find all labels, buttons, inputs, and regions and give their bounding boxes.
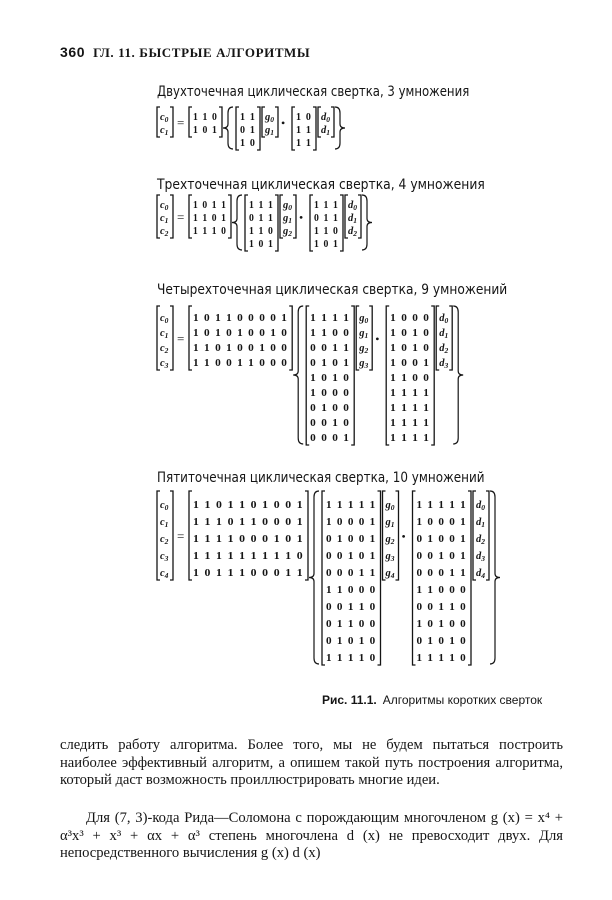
output-symbol: c0 bbox=[160, 313, 169, 325]
left-brace bbox=[223, 107, 233, 149]
matrix-row: 1 1 1 1 bbox=[390, 403, 431, 414]
matrix-row: 0 1 0 0 bbox=[310, 403, 351, 414]
matrix-row: 1 0 1 0 1 0 0 1 0 bbox=[193, 328, 289, 339]
matrix-row: 0 1 bbox=[240, 125, 256, 136]
matrix-row: 1 1 0 1 1 0 1 0 0 1 bbox=[193, 500, 304, 511]
g-symbol: g4 bbox=[385, 568, 395, 580]
matrix-right-bracket bbox=[257, 107, 260, 150]
matrix-row: 1 1 0 0 1 1 0 0 0 bbox=[193, 358, 289, 369]
output-vector-bracket-right bbox=[170, 107, 173, 137]
d-symbol: d1 bbox=[348, 213, 357, 225]
g-symbol: g1 bbox=[265, 125, 274, 137]
matrix-left-bracket bbox=[245, 195, 248, 251]
output-vector-bracket-right bbox=[170, 491, 173, 580]
g-vector-bracket-right bbox=[275, 107, 278, 137]
matrix-row: 0 0 1 0 1 bbox=[416, 551, 467, 562]
caption-text: Алгоритмы коротких сверток bbox=[382, 693, 543, 707]
matrix-row: 0 1 1 bbox=[249, 213, 274, 224]
equation-3 bbox=[157, 306, 463, 445]
g-vector-bracket-right bbox=[293, 195, 296, 238]
output-symbol: c3 bbox=[160, 358, 169, 370]
g-vector-bracket-right bbox=[396, 491, 399, 580]
g-symbol: g1 bbox=[385, 517, 395, 529]
matrix-row: 0 1 1 0 0 bbox=[326, 619, 377, 630]
matrix-row: 0 0 0 1 1 bbox=[326, 568, 377, 579]
matrix-row: 1 0 bbox=[296, 112, 312, 123]
matrix-right-bracket bbox=[313, 107, 316, 150]
section-title-2pt: Двухточечная циклическая свертка, 3 умножения bbox=[157, 84, 470, 100]
matrix-row: 1 1 bbox=[240, 112, 256, 123]
g-symbol: g2 bbox=[283, 226, 292, 238]
d-symbol: d2 bbox=[476, 534, 485, 546]
elementwise-product-dot: • bbox=[375, 332, 380, 346]
matrix-row: 0 1 0 0 1 bbox=[416, 534, 467, 545]
matrix-row: 1 1 0 1 0 0 1 0 0 bbox=[193, 343, 289, 354]
matrix-row: 1 1 0 1 bbox=[193, 213, 227, 224]
matrix-row: 1 1 1 1 1 bbox=[416, 500, 467, 511]
output-symbol: c3 bbox=[160, 551, 169, 563]
g-symbol: g0 bbox=[359, 313, 369, 325]
matrix-row: 1 0 0 0 1 bbox=[416, 517, 467, 528]
matrix-row: 0 1 1 bbox=[314, 213, 339, 224]
matrix-row: 0 0 1 1 0 bbox=[416, 602, 467, 613]
matrix-row: 1 1 0 bbox=[193, 112, 218, 123]
matrix-row: 0 1 0 1 bbox=[310, 358, 351, 369]
section-title-5pt: Пятиточечная циклическая свертка, 10 умножений bbox=[157, 470, 485, 486]
matrix-right-bracket bbox=[468, 491, 471, 665]
matrix-row: 1 0 1 0 0 bbox=[416, 619, 467, 630]
matrix-left-bracket bbox=[189, 491, 192, 580]
output-symbol: c0 bbox=[160, 200, 169, 212]
matrix-row: 0 0 0 1 bbox=[310, 433, 351, 444]
g-symbol: g2 bbox=[385, 534, 395, 546]
d-symbol: d3 bbox=[476, 551, 485, 563]
elementwise-product-dot: • bbox=[401, 529, 406, 544]
equals-sign: = bbox=[177, 209, 185, 225]
d-vector-bracket-right bbox=[486, 491, 489, 580]
matrix-row: 1 1 1 bbox=[249, 200, 274, 211]
matrix-row: 1 1 0 0 bbox=[310, 328, 351, 339]
matrix-right-bracket bbox=[378, 491, 381, 665]
output-symbol: c2 bbox=[160, 534, 169, 546]
equation-2 bbox=[157, 195, 372, 251]
d-symbol: d0 bbox=[348, 200, 357, 212]
matrix-row: 1 0 1 bbox=[249, 239, 274, 250]
d-symbol: d3 bbox=[439, 358, 449, 370]
matrix-row: 1 1 0 bbox=[249, 226, 274, 237]
output-vector-bracket-right bbox=[170, 306, 173, 370]
g-symbol: g1 bbox=[283, 213, 292, 225]
matrix-right-bracket bbox=[351, 306, 354, 445]
g-symbol: g0 bbox=[265, 112, 274, 124]
body-text: Для (7, 3)-кода Рида—Соломона с порождающим многочленом g (x) = x⁴ + α³x³ + x³ + αx + α³ степень многочлена d (x) не превосходит двух. Для непосредственного вычисления g (x) d (x) bbox=[60, 810, 563, 862]
g-symbol: g1 bbox=[359, 328, 369, 340]
equation-4 bbox=[157, 491, 500, 665]
output-symbol: c1 bbox=[160, 213, 169, 225]
matrix-row: 1 1 1 1 1 bbox=[326, 500, 377, 511]
figure-caption bbox=[322, 693, 542, 707]
matrix-right-bracket bbox=[228, 195, 231, 238]
matrix-row: 1 0 1 1 1 0 0 0 1 1 bbox=[193, 568, 304, 579]
matrix-row: 1 0 1 0 bbox=[390, 343, 431, 354]
matrix-left-bracket bbox=[189, 306, 192, 370]
matrix-row: 1 0 1 bbox=[314, 239, 339, 250]
d-vector-bracket-right bbox=[331, 107, 334, 137]
output-symbol: c1 bbox=[160, 125, 169, 137]
matrix-row: 1 0 1 0 bbox=[390, 328, 431, 339]
matrix-left-bracket bbox=[189, 107, 192, 137]
matrix-row: 1 1 1 1 bbox=[390, 418, 431, 429]
g-vector-bracket-right bbox=[369, 306, 372, 370]
d-vector-bracket-right bbox=[449, 306, 452, 370]
body-text: следить работу алгоритма. Более того, мы не будем пытаться построить наиболее эффективный алгоритм, а опишем такой путь построения алгоритма, который даст возможность проиллюстрировать многие идеи. bbox=[60, 737, 563, 789]
matrix-row: 1 1 0 0 0 bbox=[326, 585, 377, 596]
matrix-row: 1 0 1 0 bbox=[310, 373, 351, 384]
matrix-row: 0 0 1 0 bbox=[310, 418, 351, 429]
equals-sign: = bbox=[177, 528, 185, 544]
matrix-row: 1 1 0 bbox=[314, 226, 339, 237]
matrix-row: 1 1 1 1 bbox=[390, 433, 431, 444]
matrix-right-bracket bbox=[305, 491, 308, 580]
matrix-row: 0 0 1 1 0 bbox=[326, 602, 377, 613]
matrix-row: 1 1 bbox=[296, 138, 312, 149]
d-symbol: d1 bbox=[321, 125, 330, 137]
matrix-row: 1 0 0 0 1 bbox=[326, 517, 377, 528]
matrix-right-bracket bbox=[431, 306, 434, 445]
d-symbol: d0 bbox=[476, 500, 485, 512]
d-symbol: d1 bbox=[439, 328, 449, 340]
matrix-left-bracket bbox=[236, 107, 239, 150]
matrix-right-bracket bbox=[289, 306, 292, 370]
output-symbol: c2 bbox=[160, 343, 169, 355]
g-symbol: g3 bbox=[385, 551, 395, 563]
matrix-row: 1 1 0 0 0 bbox=[416, 585, 467, 596]
matrix-row: 1 1 1 bbox=[314, 200, 339, 211]
output-symbol: c2 bbox=[160, 226, 169, 238]
matrix-left-bracket bbox=[386, 306, 389, 445]
matrix-row: 1 1 bbox=[296, 125, 312, 136]
matrix-row: 1 0 0 0 bbox=[390, 313, 431, 324]
matrix-row: 0 0 1 0 1 bbox=[326, 551, 377, 562]
section-title-4pt: Четырехточечная циклическая свертка, 9 умножений bbox=[157, 282, 508, 298]
left-brace bbox=[309, 491, 319, 664]
left-brace bbox=[293, 306, 303, 444]
matrix-row: 1 1 1 1 0 bbox=[326, 653, 377, 664]
g-symbol: g0 bbox=[283, 200, 292, 212]
matrix-row: 0 1 0 0 1 bbox=[326, 534, 377, 545]
output-symbol: c4 bbox=[160, 568, 169, 580]
d-symbol: d0 bbox=[439, 313, 449, 325]
matrix-row: 1 1 1 1 bbox=[310, 313, 351, 324]
output-symbol: c0 bbox=[160, 112, 169, 124]
right-brace bbox=[453, 306, 463, 444]
elementwise-product-dot: • bbox=[281, 116, 286, 130]
matrix-row: 1 1 0 0 bbox=[390, 373, 431, 384]
matrix-row: 1 1 1 1 bbox=[390, 388, 431, 399]
section-title-3pt: Трехточечная циклическая свертка, 4 умножения bbox=[157, 177, 485, 193]
d-symbol: d1 bbox=[476, 517, 485, 529]
matrix-right-bracket bbox=[340, 195, 343, 251]
matrix-left-bracket bbox=[310, 195, 313, 251]
matrix-row: 0 1 0 1 0 bbox=[326, 636, 377, 647]
equals-sign: = bbox=[177, 115, 185, 130]
caption-label: Рис. 11.1. bbox=[322, 693, 377, 707]
matrix-row: 0 1 0 1 0 bbox=[416, 636, 467, 647]
page-number: 360 bbox=[60, 44, 86, 60]
d-symbol: d0 bbox=[321, 112, 330, 124]
matrix-left-bracket bbox=[322, 491, 325, 665]
body-paragraph-2 bbox=[60, 810, 563, 863]
d-symbol: d2 bbox=[439, 343, 449, 355]
matrix-row: 1 1 1 1 0 0 0 1 0 1 bbox=[193, 534, 304, 545]
matrix-left-bracket bbox=[306, 306, 309, 445]
output-symbol: c1 bbox=[160, 517, 169, 529]
equals-sign: = bbox=[177, 331, 185, 346]
matrix-row: 1 1 1 1 1 1 1 1 1 0 bbox=[193, 551, 304, 562]
output-vector-bracket-right bbox=[170, 195, 173, 238]
body-paragraph-1 bbox=[60, 737, 563, 790]
elementwise-product-dot: • bbox=[299, 210, 304, 225]
matrix-right-bracket bbox=[275, 195, 278, 251]
matrix-row: 1 0 0 1 bbox=[390, 358, 431, 369]
matrix-row: 0 0 1 1 bbox=[310, 343, 351, 354]
matrix-row: 1 1 1 0 bbox=[193, 226, 227, 237]
d-symbol: d2 bbox=[348, 226, 357, 238]
matrix-row: 1 0 bbox=[240, 138, 256, 149]
chapter-title: ГЛ. 11. БЫСТРЫЕ АЛГОРИТМЫ bbox=[93, 45, 311, 60]
output-symbol: c1 bbox=[160, 328, 169, 340]
matrix-row: 0 0 0 1 1 bbox=[416, 568, 467, 579]
matrix-row: 1 1 1 1 0 bbox=[416, 653, 467, 664]
matrix-row: 1 0 1 1 0 0 0 0 1 bbox=[193, 313, 289, 324]
output-symbol: c0 bbox=[160, 500, 169, 512]
matrix-left-bracket bbox=[189, 195, 192, 238]
matrix-row: 1 0 0 0 bbox=[310, 388, 351, 399]
matrix-row: 1 0 1 1 bbox=[193, 200, 227, 211]
matrix-left-bracket bbox=[413, 491, 416, 665]
d-vector-bracket-right bbox=[358, 195, 361, 238]
right-brace bbox=[362, 195, 372, 250]
matrix-right-bracket bbox=[219, 107, 222, 137]
d-symbol: d4 bbox=[476, 568, 485, 580]
right-brace bbox=[335, 107, 345, 149]
matrix-left-bracket bbox=[292, 107, 295, 150]
matrix-row: 1 0 1 bbox=[193, 125, 218, 136]
matrix-row: 1 1 1 0 1 1 0 0 0 1 bbox=[193, 517, 304, 528]
g-symbol: g2 bbox=[359, 343, 369, 355]
left-brace bbox=[232, 195, 242, 250]
right-brace bbox=[490, 491, 500, 664]
g-symbol: g0 bbox=[385, 500, 395, 512]
equation-1 bbox=[157, 107, 345, 150]
g-symbol: g3 bbox=[359, 358, 369, 370]
